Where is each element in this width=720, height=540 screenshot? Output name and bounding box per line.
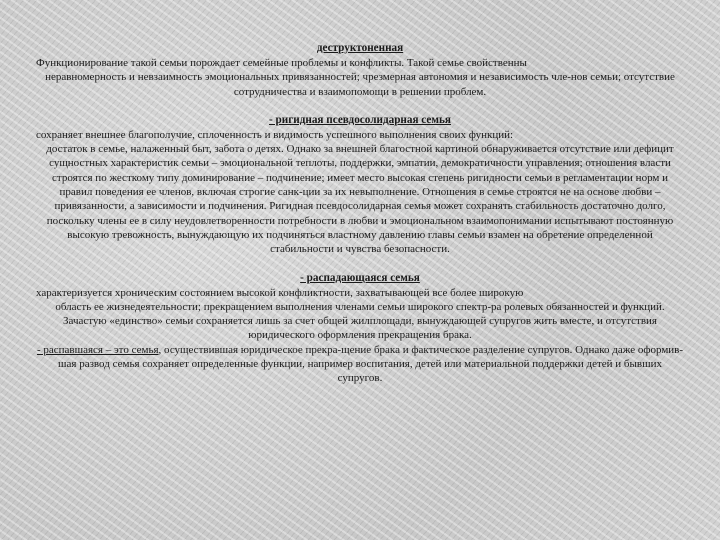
section-paragraph <box>36 286 684 343</box>
section-paragraph <box>36 128 684 257</box>
spacer <box>36 257 684 271</box>
paragraph-first-line: Функционирование такой семьи порождает семейные проблемы и конфликты. Такой семье свойственны <box>36 57 527 69</box>
section-paragraph <box>36 56 684 99</box>
section-rigid-pseudosolidary <box>36 113 684 257</box>
paragraph-body: , осуществившая юридическое прекра-щение брака и фактическое разделение супругов. Однако даже оформив-шая развод семья сохраняет определенные функции, например воспитания, детей или материальной поддержки детей и бывших супругов. <box>58 343 684 385</box>
section-paragraph <box>36 343 684 386</box>
section-heading: - распадающаяся семья <box>300 271 420 284</box>
section-heading: - ригидная псевдосолидарная семья <box>269 113 451 126</box>
spacer <box>36 99 684 113</box>
paragraph-body: достаток в семье, налаженный быт, забота о детях. Однако за внешней благостной картиной обнаруживается отсутствие или дефицит сущностных характеристик семьи – эмоциональной теплоты, поддержки, эмпатии, демократичности управления; отношения власти строятся по жесткому типу доминирование – подчинение; имеет место высокая степень ригидности семьи в регламентации норм и правил поведения ее членов, включая строгие санк-ции за их невыполнение. Отношения в семье строятся не на основе любви – привязанности, а зависимости и подчинения. Ригидная псевдосолидарная семья может сохранять стабильность достаточно долго, поскольку члены ее в силу неудовлетворенности потребности в любви и эмоциональном взаимопонимании испытывают постоянную высокую тревожность, вынуждающую их подчиняться властному давлению главы семьи взамен на обретение определенной стабильности и чувства безопасности. <box>46 143 674 256</box>
section-disintegrated <box>36 343 684 386</box>
paragraph-body: неравномерность и невзаимность эмоциональных привязанностей; чрезмерная автономия и независимость чле-нов семьи; отсутствие сотрудничества и взаимопомощи в решении проблем. <box>45 71 675 98</box>
paragraph-lead: - распавшаяся – это семья <box>36 343 159 356</box>
section-disintegrating <box>36 271 684 343</box>
paragraph-body: область ее жизнедеятельности; прекращением выполнения членами семьи широкого спектр-ра ролевых обязанностей и функций. Зачастую «единство» семьи сохраняется лишь за счет общей жилплощади, вынуждающей супругов жить вместе, и отсутствия юридического оформления прекращения брака. <box>55 300 665 342</box>
paragraph-first-line: характеризуется хроническим состоянием высокой конфликтности, захватывающей все более широкую <box>36 286 524 299</box>
paragraph-first-line: сохраняет внешнее благополучие, сплоченность и видимость успешного выполнения своих функций: <box>36 128 514 141</box>
section-heading: деструктоненная <box>316 42 404 54</box>
section-destructive <box>36 41 684 99</box>
